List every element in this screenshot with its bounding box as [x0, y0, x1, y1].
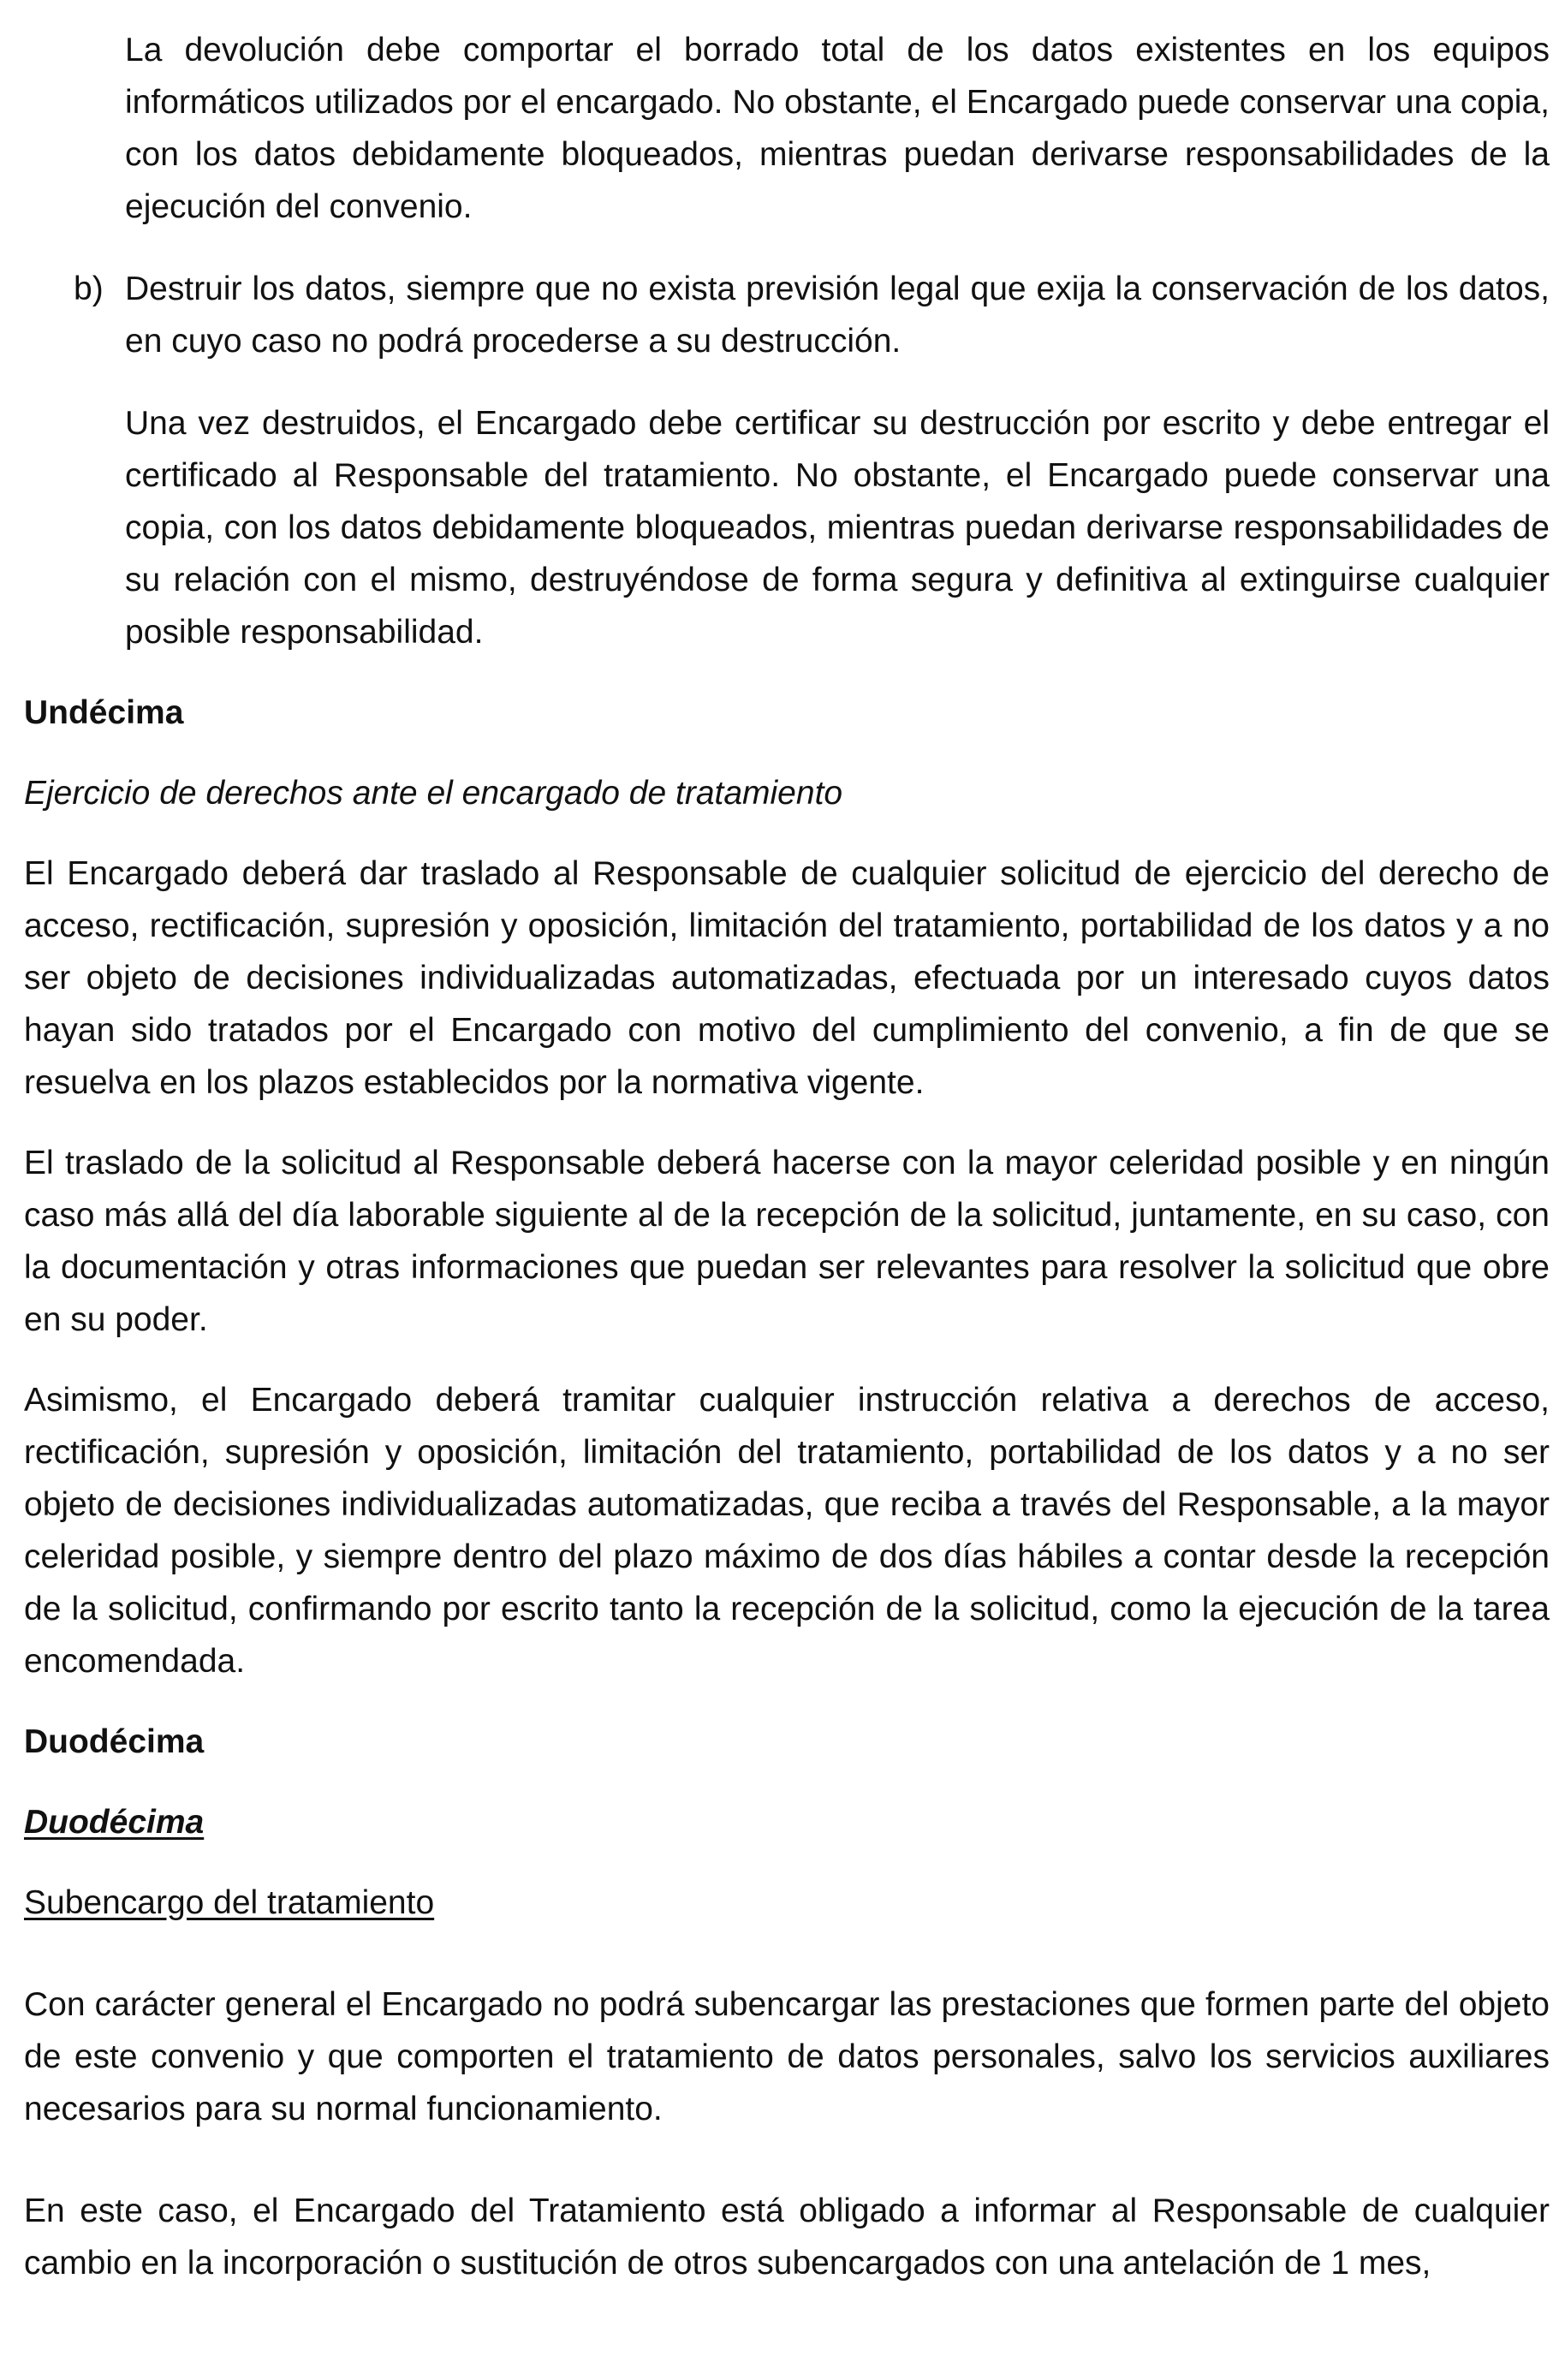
section-heading-undecima: Undécima — [24, 694, 184, 731]
section-subtitle-undecima: Ejercicio de derechos ante el encargado de tratamiento — [24, 775, 843, 812]
paragraph-devolucion: La devolución debe comportar el borrado total de los datos existentes en los equipos informáticos utilizados por el encargado. No obstante, el Encargado puede conservar una copia, con los datos debidamente bloqueados, mientras puedan derivarse responsabilidades de la ejecución del convenio. — [125, 32, 1550, 225]
paragraph-duodecima-1: Con carácter general el Encargado no podrá subencargar las prestaciones que formen parte del objeto de este convenio y que comporten el tratamiento de datos personales, salvo los servicios auxiliares necesarios para su normal funcionamiento. — [24, 1986, 1550, 2127]
section-heading-duodecima-underlined: Duodécima — [24, 1804, 205, 1841]
paragraph-undecima-1: El Encargado deberá dar traslado al Responsable de cualquier solicitud de ejercicio del derecho de acceso, rectificación, supresión y oposición, limitación del tratamiento, portabilidad de los datos y a no ser objeto de decisiones individualizadas automatizadas, efectuada por un interesado cuyos datos hayan sido tratados por el Encargado con motivo del cumplimiento del convenio, a fin de que se resuelva en los plazos establecidos por la normativa vigente. — [24, 855, 1550, 1101]
list-item-b-text: Destruir los datos, siempre que no exista previsión legal que exija la conservación de los datos, en cuyo caso no podrá procederse a su destrucción. — [125, 271, 1550, 360]
section-heading-duodecima: Duodécima — [24, 1723, 205, 1760]
paragraph-destruidos: Una vez destruidos, el Encargado debe certificar su destrucción por escrito y debe entregar el certificado al Responsable del tratamiento. No obstante, el Encargado puede conservar una copia, con los datos debidamente bloqueados, mientras puedan derivarse responsabilidades de su relación con el mismo, destruyéndose de forma segura y definitiva al extinguirse cualquier posible responsabilidad. — [125, 405, 1550, 651]
document-page — [24, 24, 1550, 2289]
paragraph-undecima-2: El traslado de la solicitud al Responsable deberá hacerse con la mayor celeridad posible y en ningún caso más allá del día laborable siguiente al de la recepción de la solicitud, juntamente, en su caso, con la documentación y otras informaciones que puedan ser relevantes para resolver la solicitud que obre en su poder. — [24, 1145, 1550, 1338]
paragraph-duodecima-2: En este caso, el Encargado del Tratamiento está obligado a informar al Responsable de cualquier cambio en la incorporación o sustitución de otros subencargados con una antelación de 1 mes, — [24, 2193, 1550, 2282]
paragraph-undecima-3: Asimismo, el Encargado deberá tramitar cualquier instrucción relativa a derechos de acceso, rectificación, supresión y oposición, limitación del tratamiento, portabilidad de los datos y a no ser objeto de decisiones individualizadas automatizadas, que reciba a través del Responsable, a la mayor celeridad posible, y siempre dentro del plazo máximo de dos días hábiles a contar desde la recepción de la solicitud, confirmando por escrito tanto la recepción de la solicitud, como la ejecución de la tarea encomendada. — [24, 1382, 1550, 1680]
list-item-b — [24, 263, 1550, 367]
list-marker-b: b) — [74, 271, 104, 307]
section-subtitle-duodecima: Subencargo del tratamiento — [24, 1884, 435, 1921]
